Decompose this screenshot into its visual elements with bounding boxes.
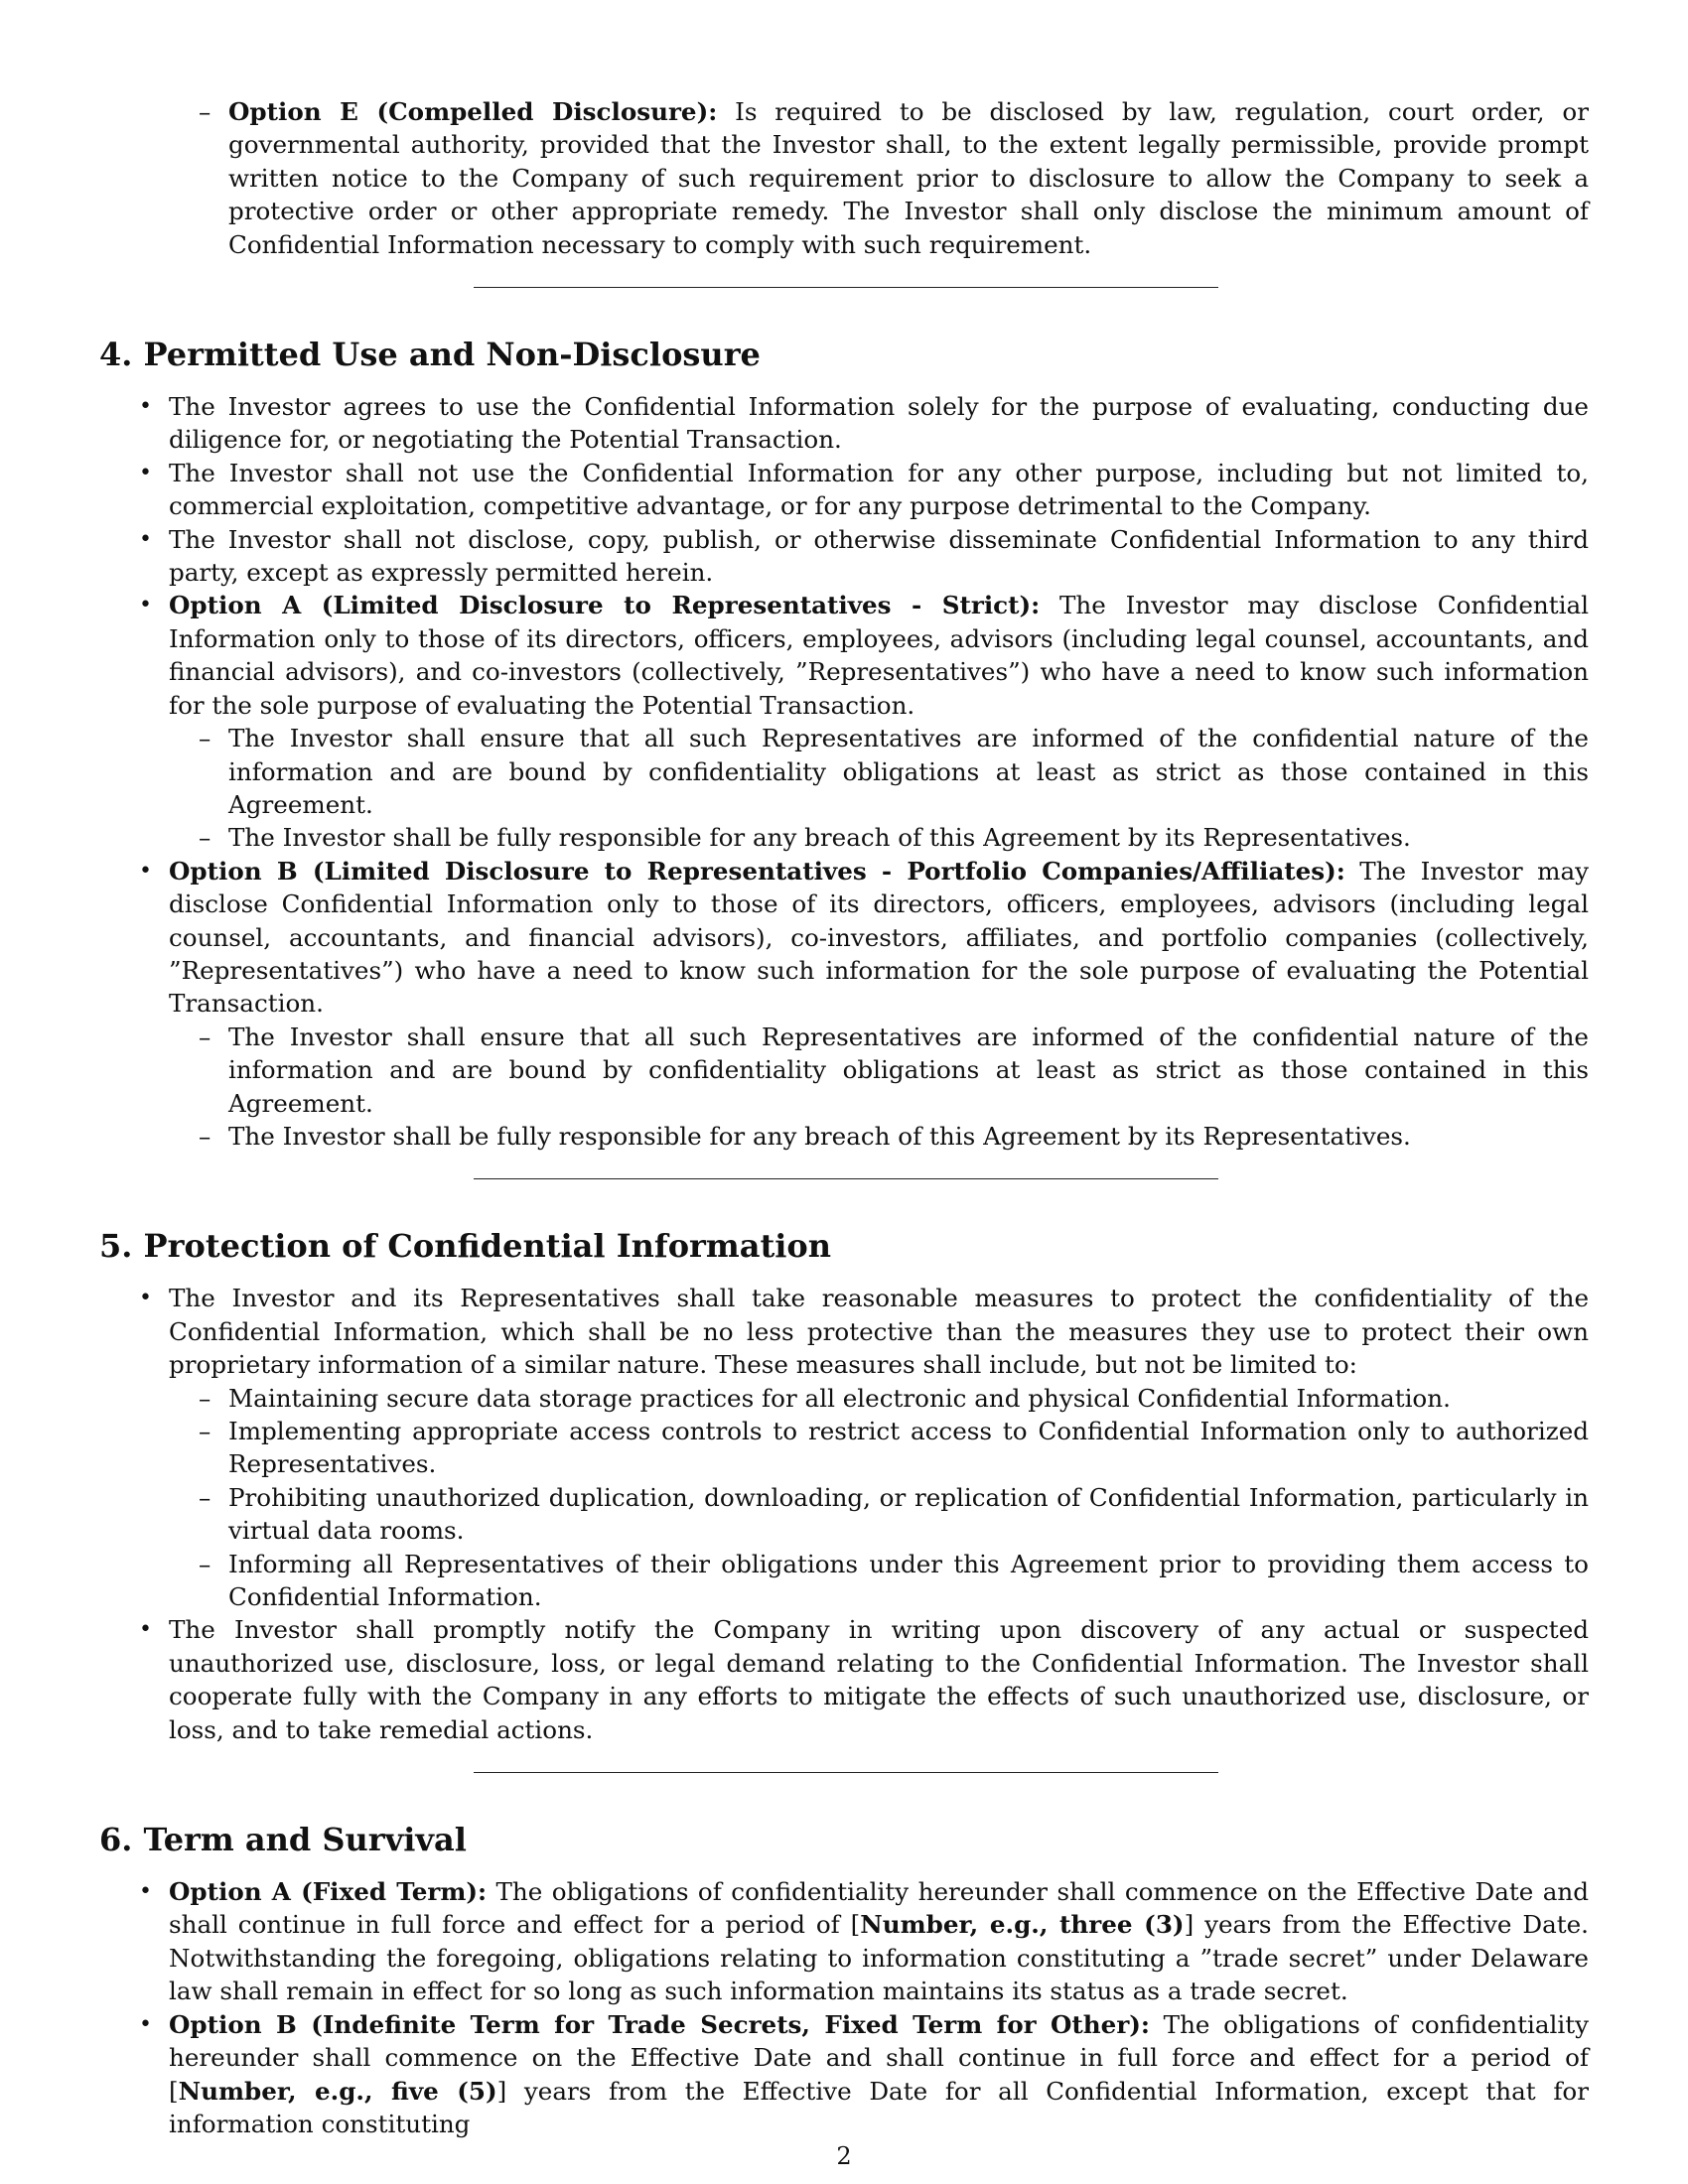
dash-marker: – — [199, 1121, 211, 1151]
option-label: Option A (Limited Disclosure to Representatives - Strict): — [169, 591, 1041, 620]
section-heading-6: 6. Term and Survival — [99, 1821, 467, 1859]
bullet-marker: • — [139, 1879, 152, 1905]
section-divider — [474, 287, 1218, 288]
sub-list-item: – Maintaining secure data storage practices for all electronic and physical Confidential Information. — [99, 1382, 1589, 1415]
sub-list-item: – The Investor shall be fully responsible for any breach of this Agreement by its Representatives. — [99, 821, 1589, 854]
section-divider — [474, 1178, 1218, 1179]
bullet-marker: • — [139, 593, 152, 618]
bullet-marker: • — [139, 858, 152, 884]
dash-marker: – — [199, 1417, 211, 1445]
section-divider — [474, 1772, 1218, 1773]
list-item: • The Investor shall not use the Confidential Information for any other purpose, including but not limited to, commercial exploitation, competitive advantage, or for any purpose detrimental to the Company. — [139, 458, 1589, 521]
document-page — [99, 95, 1589, 2140]
dash-marker: – — [199, 1022, 211, 1051]
dash-marker: – — [199, 97, 211, 126]
option-a-limited-disclosure: • Option A (Limited Disclosure to Representatives - Strict): The Investor may disclose Confidential Information only to those of its directors, officers, employees, advisors (including legal counsel, accountants, and financial advisors), and co-investors (collectively, ”Representatives”) who have a need to know such information for the sole purpose of evaluating the Potential Transaction. — [139, 591, 1589, 720]
option-label: Option B (Indefinite Term for Trade Secrets, Fixed Term for Other): — [169, 2009, 1150, 2039]
page-number: 2 — [836, 2142, 852, 2170]
section-heading-4: 4. Permitted Use and Non-Disclosure — [99, 336, 761, 374]
bullet-marker: • — [139, 460, 152, 485]
option-a-fixed-term: • Option A (Fixed Term): The obligations of confidentiality hereunder shall commence on the Effective Date and shall continue in full force and effect for a period of [Number, e.g., three (3)] years from the Effective Date. Notwithstanding the foregoing, obligations relating to information constituting a ”trade secret” under Delaware law shall remain in effect for so long as such information maintains its status as a trade secret. — [139, 1877, 1589, 2006]
placeholder-term: Number, e.g., five (5) — [178, 2076, 497, 2106]
dash-marker: – — [199, 1549, 211, 1578]
option-label: Option A (Fixed Term): — [169, 1877, 488, 1907]
option-e-compelled-disclosure — [99, 95, 1589, 261]
sub-list-item: – Informing all Representatives of their obligations under this Agreement prior to providing them access to Confidential Information. — [199, 1549, 1589, 1612]
bullet-marker: • — [139, 1617, 152, 1643]
bullet-marker: • — [139, 2011, 152, 2037]
dash-marker: – — [199, 1482, 211, 1512]
sub-list-item: – Implementing appropriate access controls to restrict access to Confidential Information only to authorized Representatives. — [199, 1417, 1589, 1479]
list-item: • The Investor and its Representatives shall take reasonable measures to protect the confidentiality of the Confidential Information, which shall be no less protective than the measures they use to protect their own proprietary information of a similar nature. These measures shall include, but not be limited to: — [139, 1284, 1589, 1380]
sub-list-item: – The Investor shall ensure that all such Representatives are informed of the confidential nature of the information and are bound by confidentiality obligations at least as strict as those contained in this Agreement. — [199, 1022, 1589, 1118]
option-label: Option E (Compelled Disclosure): — [228, 97, 718, 126]
option-b-indefinite-term: • Option B (Indefinite Term for Trade Secrets, Fixed Term for Other): The obligations of confidentiality hereunder shall commence on the Effective Date and shall continue in full force and effect for a period of [Number, e.g., five (5)] years from the Effective Date for all Confidential Information, except that for information constituting — [139, 2009, 1590, 2138]
list-item: • The Investor agrees to use the Confidential Information solely for the purpose of evaluating, conducting due diligence for, or negotiating the Potential Transaction. — [139, 392, 1589, 455]
sub-list-item: – The Investor shall be fully responsible for any breach of this Agreement by its Representatives. — [99, 1120, 1589, 1153]
option-text: Is required to be disclosed by law, regulation, court order, or governmental authority, provided that the Investor shall, to the extent legally permissible, provide prompt written notice to the Company of such requirement prior to disclosure to allow the Company to seek a protective order or other appropriate remedy. The Investor shall only disclose the minimum amount of Confidential Information necessary to comply with such requirement. — [228, 97, 1589, 259]
sub-list-item: – The Investor shall ensure that all such Representatives are informed of the confidential nature of the information and are bound by confidentiality obligations at least as strict as those contained in this Agreement. — [199, 724, 1589, 819]
dash-marker: – — [199, 724, 211, 753]
option-label: Option B (Limited Disclosure to Representatives - Portfolio Companies/Affiliates): — [169, 856, 1345, 886]
dash-marker: – — [199, 1383, 211, 1413]
option-b-limited-disclosure: • Option B (Limited Disclosure to Representatives - Portfolio Companies/Affiliates): The Investor may disclose Confidential Information only to those of its directors, officers, employees, advisors (including legal counsel, accountants, and financial advisors), co-investors, affiliates, and portfolio companies (collectively, ”Representatives”) who have a need to know such information for the sole purpose of evaluating the Potential Transaction. — [139, 856, 1589, 1019]
placeholder-term: Number, e.g., three (3) — [860, 1910, 1185, 1940]
bullet-marker: • — [139, 1286, 152, 1311]
bullet-marker: • — [139, 526, 152, 552]
bullet-marker: • — [139, 394, 152, 420]
dash-marker: – — [199, 823, 211, 853]
sub-list-item: – Prohibiting unauthorized duplication, downloading, or replication of Confidential Information, particularly in virtual data rooms. — [199, 1482, 1589, 1546]
section-heading-5: 5. Protection of Confidential Information — [99, 1227, 832, 1266]
list-item: • The Investor shall not disclose, copy, publish, or otherwise disseminate Confidential Information to any third party, except as expressly permitted herein. — [139, 524, 1589, 588]
list-item: • The Investor shall promptly notify the Company in writing upon discovery of any actual or suspected unauthorized use, disclosure, loss, or legal demand relating to the Confidential Information. The Investor shall cooperate fully with the Company in any efforts to mitigate the effects of such unauthorized use, disclosure, or loss, and to take remedial actions. — [139, 1615, 1589, 1744]
